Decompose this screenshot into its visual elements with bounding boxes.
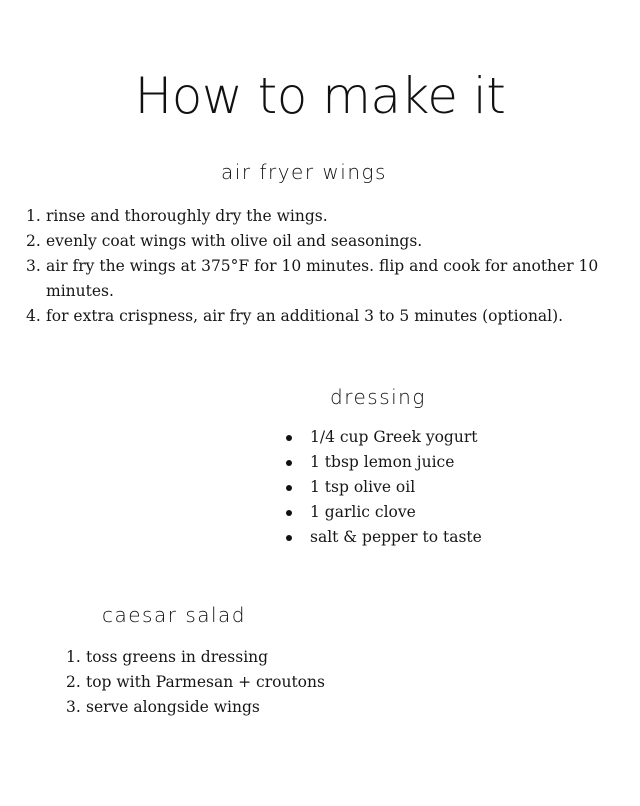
wings-heading: air fryer wings: [221, 160, 387, 184]
bullet-icon: [286, 510, 292, 516]
caesar-steps-list: [66, 645, 466, 720]
wings-steps-list: [26, 204, 606, 329]
ingredient-text: 1 tsp olive oil: [310, 478, 416, 496]
step-text: evenly coat wings with olive oil and seasonings.: [46, 232, 423, 250]
ingredient-text: salt & pepper to taste: [310, 528, 482, 546]
step-number: 1.: [66, 648, 81, 666]
ingredient-text: 1/4 cup Greek yogurt: [310, 428, 478, 446]
step-number: 2.: [26, 232, 41, 250]
list-item: [286, 425, 606, 450]
list-item: [286, 500, 606, 525]
bullet-icon: [286, 535, 292, 541]
list-item: [66, 695, 466, 720]
step-text: toss greens in dressing: [86, 648, 269, 666]
list-item: [26, 229, 606, 254]
dressing-heading: dressing: [330, 385, 426, 409]
page-title: How to make it: [134, 67, 506, 125]
list-item: [286, 450, 606, 475]
bullet-icon: [286, 435, 292, 441]
list-item: [286, 475, 606, 500]
step-text: for extra crispness, air fry an additional 3 to 5 minutes (optional).: [46, 307, 564, 325]
list-item: [286, 525, 606, 550]
bullet-icon: [286, 485, 292, 491]
step-number: 4.: [26, 307, 41, 325]
ingredient-text: 1 garlic clove: [310, 503, 416, 521]
list-item: [66, 670, 466, 695]
list-item: [26, 304, 606, 329]
step-number: 3.: [66, 698, 81, 716]
step-number: 1.: [26, 207, 41, 225]
list-item: [26, 254, 606, 304]
step-number: 3.: [26, 257, 41, 275]
dressing-ingredients-list: [286, 425, 606, 550]
ingredient-text: 1 tbsp lemon juice: [310, 453, 455, 471]
list-item: [26, 204, 606, 229]
step-text: top with Parmesan + croutons: [86, 673, 325, 691]
step-text: serve alongside wings: [86, 698, 260, 716]
caesar-heading: caesar salad: [102, 603, 246, 627]
step-text: rinse and thoroughly dry the wings.: [46, 207, 328, 225]
list-item: [66, 645, 466, 670]
bullet-icon: [286, 460, 292, 466]
step-number: 2.: [66, 673, 81, 691]
step-text: air fry the wings at 375°F for 10 minutes. flip and cook for another 10 minutes.: [46, 257, 599, 300]
